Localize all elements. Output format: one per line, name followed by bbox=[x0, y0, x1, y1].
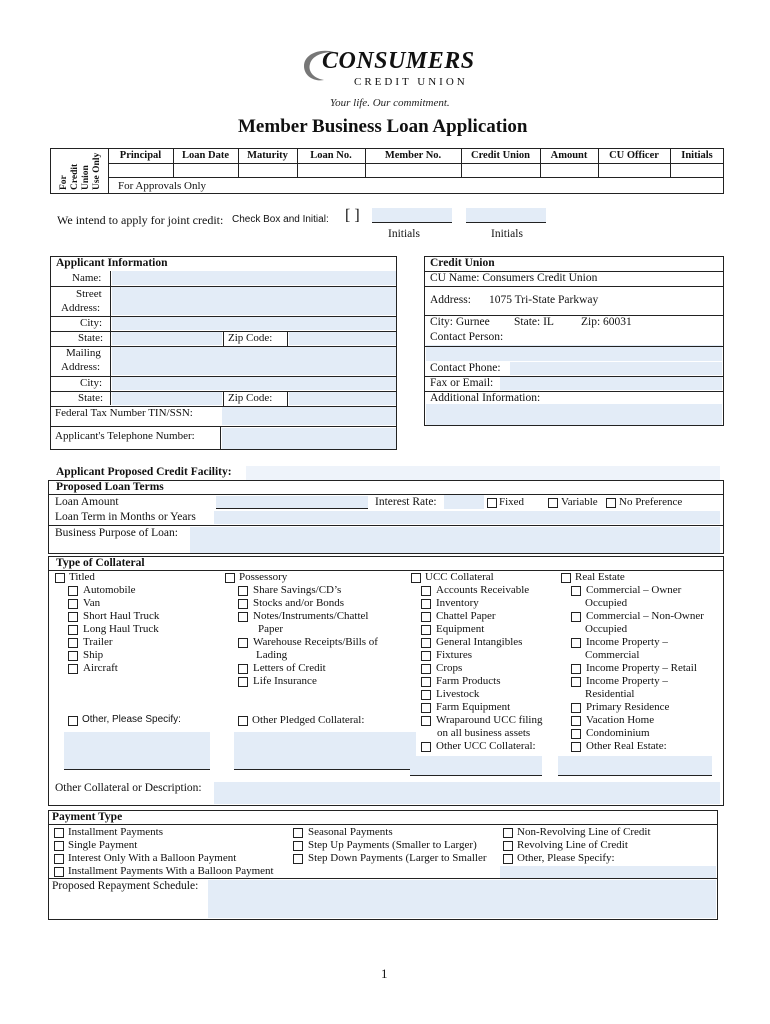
possessory-checkbox[interactable] bbox=[225, 573, 235, 583]
cu-row-line bbox=[108, 177, 724, 178]
loan-amount-label: Loan Amount bbox=[55, 496, 119, 508]
mailing-label-2: Address: bbox=[61, 361, 101, 373]
contact-phone-field[interactable] bbox=[510, 362, 722, 375]
van-checkbox[interactable] bbox=[68, 599, 78, 609]
letters-of-credit-checkbox[interactable] bbox=[238, 664, 248, 674]
stocks-bonds-checkbox[interactable] bbox=[238, 599, 248, 609]
interest-rate-field[interactable] bbox=[444, 495, 484, 509]
additional-info-label: Additional Information: bbox=[430, 392, 541, 404]
primary-residence-checkbox[interactable] bbox=[571, 703, 581, 713]
cu-col-credit-union: Credit Union bbox=[470, 150, 531, 161]
farm-products-label: Farm Products bbox=[436, 675, 501, 687]
ship-label: Ship bbox=[83, 649, 104, 661]
titled-other-label: Other, Please Specify: bbox=[82, 714, 181, 725]
city2-label: City: bbox=[80, 377, 103, 389]
warehouse-receipts-checkbox[interactable] bbox=[238, 638, 248, 648]
crops-checkbox[interactable] bbox=[421, 664, 431, 674]
equipment-checkbox[interactable] bbox=[421, 625, 431, 635]
col-line bbox=[223, 391, 224, 406]
long-haul-truck-label: Long Haul Truck bbox=[83, 623, 159, 635]
wraparound-ucc-label: Wraparound UCC filing bbox=[436, 714, 543, 726]
credit-facility-shade bbox=[246, 466, 720, 480]
no-preference-label: No Preference bbox=[619, 496, 683, 508]
life-insurance-checkbox[interactable] bbox=[238, 677, 248, 687]
cu-col-loan-no: Loan No. bbox=[310, 150, 352, 161]
contact-person-label: Contact Person: bbox=[430, 331, 504, 343]
loan-terms-title: Proposed Loan Terms bbox=[56, 481, 164, 493]
titled-checkbox[interactable] bbox=[55, 573, 65, 583]
other-real-estate-checkbox[interactable] bbox=[571, 742, 581, 752]
titled-label: Titled bbox=[69, 571, 95, 583]
step-down-payments-label: Step Down Payments (Larger to Smaller bbox=[308, 852, 487, 864]
interest-only-balloon-checkbox[interactable] bbox=[54, 854, 64, 864]
cu-col-initials: Initials bbox=[681, 150, 713, 161]
approvals-label: For Approvals Only bbox=[118, 180, 206, 192]
warehouse-receipts-label-2: Lading bbox=[256, 649, 288, 661]
income-commercial-label-2: Commercial bbox=[585, 649, 640, 661]
mailing-zip-field[interactable] bbox=[289, 392, 396, 405]
farm-products-checkbox[interactable] bbox=[421, 677, 431, 687]
titled-other-checkbox[interactable] bbox=[68, 716, 78, 726]
income-residential-label-2: Residential bbox=[585, 688, 635, 700]
joint-credit-hint: Check Box and Initial: bbox=[232, 214, 329, 225]
state-label: State: bbox=[78, 332, 104, 344]
commercial-owner-label: Commercial – Owner bbox=[586, 584, 682, 596]
revolving-loc-checkbox[interactable] bbox=[503, 841, 513, 851]
mailing-city-field[interactable] bbox=[112, 377, 396, 390]
zip2-label: Zip Code: bbox=[228, 392, 273, 404]
cu-col-amount: Amount bbox=[550, 150, 588, 161]
cu-name: CU Name: Consumers Credit Union bbox=[430, 272, 598, 284]
short-haul-truck-checkbox[interactable] bbox=[68, 612, 78, 622]
seasonal-payments-label: Seasonal Payments bbox=[308, 826, 393, 838]
other-ucc-checkbox[interactable] bbox=[421, 742, 431, 752]
joint-initials-line-1[interactable] bbox=[372, 208, 452, 223]
cu-col-member-no: Member No. bbox=[384, 150, 442, 161]
letters-of-credit-label: Letters of Credit bbox=[253, 662, 326, 674]
other-ucc-label: Other UCC Collateral: bbox=[436, 740, 536, 752]
ship-checkbox[interactable] bbox=[68, 651, 78, 661]
share-savings-label: Share Savings/CD’s bbox=[253, 584, 342, 596]
livestock-checkbox[interactable] bbox=[421, 690, 431, 700]
business-purpose-label: Business Purpose of Loan: bbox=[55, 527, 178, 539]
credit-facility-title: Applicant Proposed Credit Facility: bbox=[56, 466, 232, 478]
cu-address-value: 1075 Tri-State Parkway bbox=[489, 294, 599, 306]
warehouse-receipts-label: Warehouse Receipts/Bills of bbox=[253, 636, 378, 648]
name-field[interactable] bbox=[112, 271, 396, 285]
phone-label: Applicant's Telephone Number: bbox=[55, 430, 195, 442]
farm-equipment-label: Farm Equipment bbox=[436, 701, 511, 713]
accounts-receivable-label: Accounts Receivable bbox=[436, 584, 530, 596]
commercial-non-owner-checkbox[interactable] bbox=[571, 612, 581, 622]
repayment-schedule-label: Proposed Repayment Schedule: bbox=[52, 880, 199, 892]
income-commercial-checkbox[interactable] bbox=[571, 638, 581, 648]
street-label-1: Street bbox=[76, 288, 102, 300]
page-title: Member Business Loan Application bbox=[238, 116, 528, 137]
logo-name: CONSUMERS bbox=[322, 48, 475, 74]
long-haul-truck-checkbox[interactable] bbox=[68, 625, 78, 635]
contact-phone-label: Contact Phone: bbox=[430, 362, 501, 374]
general-intangibles-label: General Intangibles bbox=[436, 636, 523, 648]
joint-initials-line-2[interactable] bbox=[466, 208, 546, 223]
non-revolving-loc-label: Non-Revolving Line of Credit bbox=[517, 826, 651, 838]
cu-city: City: Gurnee bbox=[430, 316, 490, 328]
other-collateral-label: Other Collateral or Description: bbox=[55, 782, 202, 794]
income-commercial-label: Income Property – bbox=[586, 636, 668, 648]
cu-state: State: IL bbox=[514, 316, 554, 328]
state2-label: State: bbox=[78, 392, 104, 404]
cu-side-label-line: For bbox=[59, 175, 69, 190]
interest-rate-label: Interest Rate: bbox=[375, 496, 437, 508]
condominium-checkbox[interactable] bbox=[571, 729, 581, 739]
state-field[interactable] bbox=[112, 332, 222, 345]
condominium-label: Condominium bbox=[586, 727, 650, 739]
other-collateral-field[interactable] bbox=[214, 782, 720, 804]
seasonal-payments-checkbox[interactable] bbox=[293, 828, 303, 838]
notes-instruments-label-2: Paper bbox=[258, 623, 284, 635]
joint-credit-label: We intend to apply for joint credit: bbox=[57, 213, 224, 227]
payment-other-label: Other, Please Specify: bbox=[517, 852, 615, 864]
cu-col-cu-officer: CU Officer bbox=[609, 150, 659, 161]
cu-side-label-line: Credit bbox=[70, 163, 80, 190]
applicant-phone-field[interactable] bbox=[222, 428, 396, 449]
other-real-estate-label: Other Real Estate: bbox=[586, 740, 667, 752]
real-estate-label: Real Estate bbox=[575, 571, 625, 583]
other-ucc-field[interactable] bbox=[410, 756, 542, 776]
mailing-state-field[interactable] bbox=[112, 392, 222, 405]
applicant-label-divider bbox=[110, 271, 111, 405]
row-line bbox=[48, 525, 724, 526]
livestock-label: Livestock bbox=[436, 688, 480, 700]
loan-term-field[interactable] bbox=[214, 511, 720, 524]
tin-label: Federal Tax Number TIN/SSN: bbox=[55, 407, 193, 419]
city-field[interactable] bbox=[112, 317, 396, 330]
wraparound-ucc-checkbox[interactable] bbox=[421, 716, 431, 726]
trailer-checkbox[interactable] bbox=[68, 638, 78, 648]
primary-residence-label: Primary Residence bbox=[586, 701, 670, 713]
step-up-payments-label: Step Up Payments (Smaller to Larger) bbox=[308, 839, 477, 851]
aircraft-label: Aircraft bbox=[83, 662, 118, 674]
short-haul-truck-label: Short Haul Truck bbox=[83, 610, 160, 622]
fixtures-label: Fixtures bbox=[436, 649, 473, 661]
mailing-address-field[interactable] bbox=[112, 347, 396, 375]
titled-other-field[interactable] bbox=[64, 732, 210, 770]
commercial-non-owner-label: Commercial – Non-Owner bbox=[586, 610, 704, 622]
business-purpose-field[interactable] bbox=[190, 527, 720, 553]
col-line bbox=[287, 331, 288, 346]
row-line bbox=[424, 286, 724, 287]
chattel-paper-label: Chattel Paper bbox=[436, 610, 496, 622]
fixtures-checkbox[interactable] bbox=[421, 651, 431, 661]
row-line bbox=[48, 824, 718, 825]
installment-balloon-checkbox[interactable] bbox=[54, 867, 64, 877]
equipment-label: Equipment bbox=[436, 623, 485, 635]
loan-amount-field[interactable] bbox=[216, 496, 368, 509]
inventory-checkbox[interactable] bbox=[421, 599, 431, 609]
pledged-other-field[interactable] bbox=[234, 732, 416, 770]
street-label-2: Address: bbox=[61, 302, 101, 314]
collateral-title: Type of Collateral bbox=[56, 557, 145, 569]
pledged-other-label: Other Pledged Collateral: bbox=[252, 714, 365, 726]
cu-address-label: Address: bbox=[430, 294, 471, 306]
tagline: Your life. Our commitment. bbox=[330, 97, 450, 109]
general-intangibles-checkbox[interactable] bbox=[421, 638, 431, 648]
variable-checkbox[interactable] bbox=[548, 498, 558, 508]
row-line bbox=[424, 346, 724, 347]
notes-instruments-checkbox[interactable] bbox=[238, 612, 248, 622]
credit-union-title: Credit Union bbox=[430, 257, 495, 269]
payment-other-checkbox[interactable] bbox=[503, 854, 513, 864]
vacation-home-checkbox[interactable] bbox=[571, 716, 581, 726]
farm-equipment-checkbox[interactable] bbox=[421, 703, 431, 713]
vacation-home-label: Vacation Home bbox=[586, 714, 655, 726]
row-line bbox=[50, 426, 397, 427]
variable-label: Variable bbox=[561, 496, 598, 508]
possessory-label: Possessory bbox=[239, 571, 288, 583]
cu-col-principal: Principal bbox=[119, 150, 162, 161]
zip-field[interactable] bbox=[289, 332, 396, 345]
row-line bbox=[48, 494, 724, 495]
trailer-label: Trailer bbox=[83, 636, 113, 648]
automobile-checkbox[interactable] bbox=[68, 586, 78, 596]
joint-credit-checkbox[interactable]: [ ] bbox=[345, 207, 360, 224]
life-insurance-label: Life Insurance bbox=[253, 675, 317, 687]
other-real-estate-field[interactable] bbox=[558, 756, 712, 776]
installment-balloon-label: Installment Payments With a Balloon Payment bbox=[68, 865, 274, 877]
income-retail-checkbox[interactable] bbox=[571, 664, 581, 674]
cu-col-loan-date: Loan Date bbox=[182, 150, 229, 161]
col-line bbox=[220, 426, 221, 450]
accounts-receivable-checkbox[interactable] bbox=[421, 586, 431, 596]
ucc-collateral-checkbox[interactable] bbox=[411, 573, 421, 583]
commercial-owner-checkbox[interactable] bbox=[571, 586, 581, 596]
pledged-other-checkbox[interactable] bbox=[238, 716, 248, 726]
revolving-loc-label: Revolving Line of Credit bbox=[517, 839, 628, 851]
initials-caption-1: Initials bbox=[388, 228, 420, 240]
single-payment-label: Single Payment bbox=[68, 839, 138, 851]
van-label: Van bbox=[83, 597, 101, 609]
repayment-schedule-field[interactable] bbox=[208, 880, 716, 918]
cu-zip: Zip: 60031 bbox=[581, 316, 632, 328]
initials-caption-2: Initials bbox=[491, 228, 523, 240]
step-down-payments-checkbox[interactable] bbox=[293, 854, 303, 864]
ucc-collateral-label: UCC Collateral bbox=[425, 571, 494, 583]
city-label: City: bbox=[80, 317, 103, 329]
cu-row-line bbox=[108, 163, 724, 164]
stocks-bonds-label: Stocks and/or Bonds bbox=[253, 597, 345, 609]
single-payment-checkbox[interactable] bbox=[54, 841, 64, 851]
installment-payments-label: Installment Payments bbox=[68, 826, 164, 838]
cu-col-maturity: Maturity bbox=[247, 150, 288, 161]
mailing-label-1: Mailing bbox=[66, 347, 101, 359]
interest-only-balloon-label: Interest Only With a Balloon Payment bbox=[68, 852, 237, 864]
page-number: 1 bbox=[381, 966, 388, 981]
wraparound-ucc-label-2: on all business assets bbox=[437, 727, 531, 739]
cu-side-label-line: Union bbox=[81, 165, 91, 190]
payment-type-title: Payment Type bbox=[52, 811, 123, 823]
step-up-payments-checkbox[interactable] bbox=[293, 841, 303, 851]
real-estate-checkbox[interactable] bbox=[561, 573, 571, 583]
income-retail-label: Income Property – Retail bbox=[586, 662, 697, 674]
col-line bbox=[287, 391, 288, 406]
contact-person-field[interactable] bbox=[426, 345, 722, 361]
row-line bbox=[48, 878, 718, 879]
automobile-label: Automobile bbox=[83, 584, 136, 596]
street-address-field[interactable] bbox=[112, 287, 396, 315]
fax-email-field[interactable] bbox=[500, 377, 722, 390]
zip-label: Zip Code: bbox=[228, 332, 273, 344]
applicant-info-title: Applicant Information bbox=[56, 257, 168, 269]
tin-field[interactable] bbox=[222, 407, 396, 425]
installment-payments-checkbox[interactable] bbox=[54, 828, 64, 838]
inventory-label: Inventory bbox=[436, 597, 479, 609]
logo bbox=[298, 44, 478, 92]
share-savings-checkbox[interactable] bbox=[238, 586, 248, 596]
additional-info-field[interactable] bbox=[426, 404, 722, 425]
cu-side-label-line: Use Only bbox=[92, 152, 102, 190]
logo-subtitle: CREDIT UNION bbox=[354, 76, 468, 88]
commercial-non-owner-label-2: Occupied bbox=[585, 623, 628, 635]
fixed-label: Fixed bbox=[499, 496, 525, 508]
commercial-owner-label-2: Occupied bbox=[585, 597, 628, 609]
chattel-paper-checkbox[interactable] bbox=[421, 612, 431, 622]
col-line bbox=[223, 331, 224, 346]
crops-label: Crops bbox=[436, 662, 463, 674]
no-preference-checkbox[interactable] bbox=[606, 498, 616, 508]
loan-term-label: Loan Term in Months or Years bbox=[55, 511, 196, 523]
income-residential-label: Income Property – bbox=[586, 675, 668, 687]
non-revolving-loc-checkbox[interactable] bbox=[503, 828, 513, 838]
aircraft-checkbox[interactable] bbox=[68, 664, 78, 674]
fax-email-label: Fax or Email: bbox=[430, 377, 494, 389]
name-label: Name: bbox=[72, 272, 102, 284]
fixed-checkbox[interactable] bbox=[487, 498, 497, 508]
payment-other-field[interactable] bbox=[500, 866, 716, 878]
income-residential-checkbox[interactable] bbox=[571, 677, 581, 687]
notes-instruments-label: Notes/Instruments/Chattel bbox=[253, 610, 369, 622]
